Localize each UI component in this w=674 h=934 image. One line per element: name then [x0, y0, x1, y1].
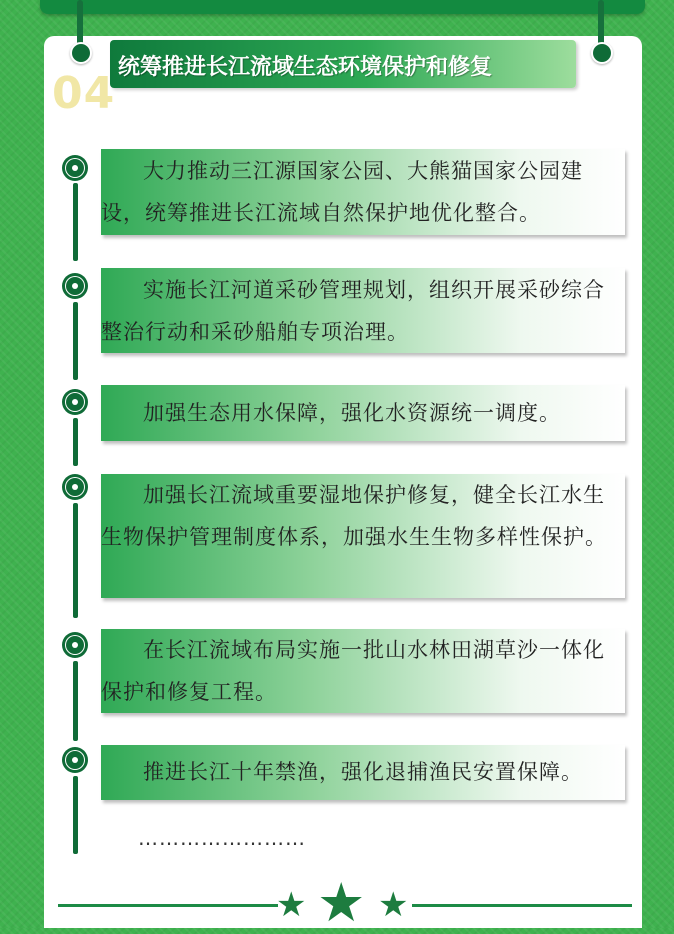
list-item-text: 推进长江十年禁渔，强化退捕渔民安置保障。	[143, 760, 583, 784]
top-band	[40, 0, 645, 14]
left-hanger-dot-icon	[70, 42, 92, 64]
timeline-line	[73, 776, 78, 854]
right-hanger	[598, 0, 604, 46]
section-title: 统筹推进长江流域生态环境保护和修复	[118, 55, 493, 80]
timeline-dot-icon	[62, 155, 88, 181]
section-number: 04	[52, 68, 116, 119]
star-icon: ★	[276, 885, 307, 925]
timeline-line	[73, 661, 78, 741]
list-item-text: 加强长江流域重要湿地保护修复，健全长江水生生物保护管理制度体系，加强水生生物多样性保护。	[101, 483, 607, 549]
list-item-text: 加强生态用水保障，强化水资源统一调度。	[143, 401, 561, 425]
footer-divider-right	[412, 904, 632, 907]
star-icon: ★	[378, 885, 409, 925]
timeline-dot-icon	[62, 389, 88, 415]
timeline-dot-icon	[62, 747, 88, 773]
timeline-dot-icon	[62, 474, 88, 500]
timeline-dot-icon	[62, 632, 88, 658]
timeline-line	[73, 503, 78, 618]
ellipsis: ……………………	[138, 826, 306, 850]
list-item-text: 实施长江河道采砂管理规划，组织开展采砂综合整治行动和采砂船舶专项治理。	[101, 278, 605, 344]
list-item-text: 大力推动三江源国家公园、大熊猫国家公园建设，统筹推进长江流域自然保护地优化整合。	[101, 159, 583, 225]
timeline-dot-icon	[62, 273, 88, 299]
timeline-line	[73, 302, 78, 380]
footer-divider-left	[58, 904, 278, 907]
timeline-line	[73, 183, 78, 261]
left-hanger	[77, 0, 83, 46]
timeline-line	[73, 418, 78, 466]
star-icon: ★	[317, 871, 366, 934]
list-item-text: 在长江流域布局实施一批山水林田湖草沙一体化保护和修复工程。	[101, 638, 605, 704]
right-hanger-dot-icon	[591, 42, 613, 64]
